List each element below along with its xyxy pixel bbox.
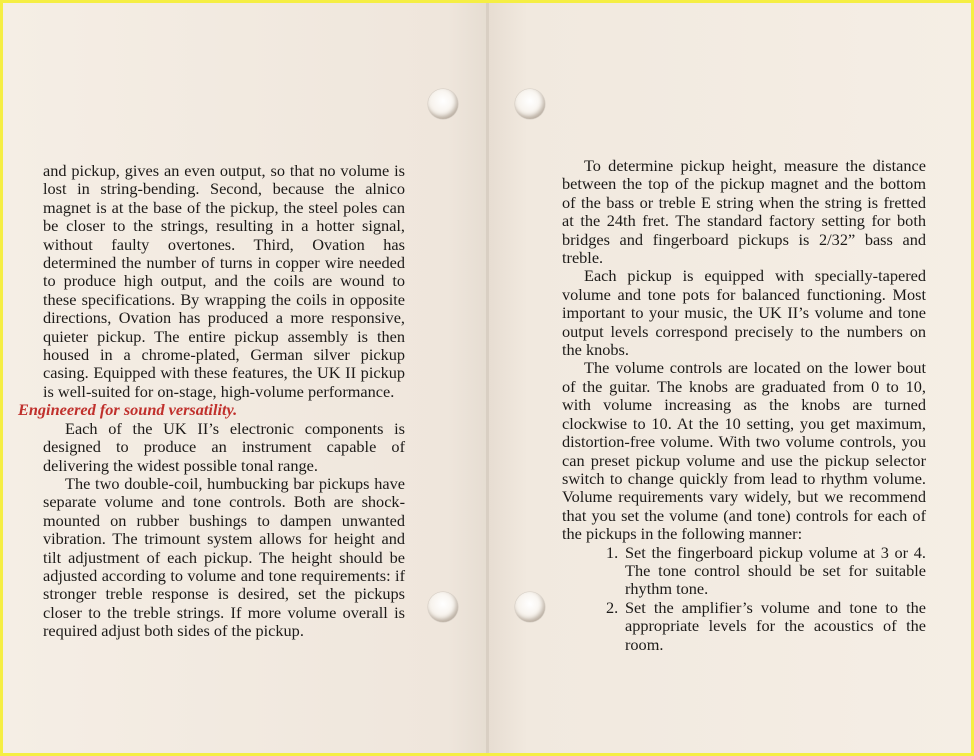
left-page-text (18, 161, 405, 641)
binder-hole-right-bottom (515, 592, 545, 622)
left-paragraph-1: and pickup, gives an even output, so that no volume is lost in string-bending. Second, because the alnico magnet is at the base of the pickup, the steel poles can be closer to the strings, resulting in a hotter signal, without faulty overtones. Third, Ovation has determined the number of turns in copper wire needed to produce high output, and the coils are wound to these specifications. By wrapping the coils in opposite directions, Ovation has produced a more responsive, quieter pickup. The entire pickup assembly is then housed in a chrome-plated, German silver pickup casing. Equipped with these features, the UK II pickup is well-suited for on-stage, high-volume performance. (43, 161, 405, 401)
list-item (562, 544, 926, 599)
step-text: Set the fingerboard pickup volume at 3 or 4. The tone control should be set for suitable rhythm tone. (625, 542, 926, 599)
right-paragraph-2: Each pickup is equipped with specially-tapered volume and tone pots for balanced functioning. Most important to your music, the UK II’s volume and tone output levels correspond precisely to the numbers on the knobs. (562, 266, 926, 360)
binder-hole-right-top (515, 89, 545, 119)
right-paragraph-3: The volume controls are located on the lower bout of the guitar. The knobs are graduated from 0 to 10, with volume increasing as the knobs are turned clockwise to 10. At the 10 setting, you get maximum, distortion-free volume. With two volume controls, you can preset pickup volume and use the pickup selector switch to change quickly from lead to rhythm volume. Volume requirements vary widely, but we recommend that you set the volume (and tone) controls for each of the pickups in the following manner: (562, 358, 926, 544)
binder-hole-left-bottom (428, 592, 458, 622)
right-page-text (562, 157, 926, 654)
section-heading: Engineered for sound versatility. (18, 400, 238, 420)
list-item (562, 599, 926, 654)
binder-hole-left-top (428, 89, 458, 119)
left-paragraph-3: The two double-coil, humbucking bar pickups have separate volume and tone controls. Both are shock-mounted on rubber bushings to dampen unwanted vibration. The trimount system allows for height and tilt adjustment of each pickup. The height should be adjusted according to volume and tone requirements: if stronger treble response is desired, set the pickups closer to the treble strings. If more volume overall is required adjust both sides of the pickup. (43, 473, 405, 641)
step-number: 2. (606, 597, 619, 617)
step-text: Set the amplifier’s volume and tone to the appropriate levels for the acoustics of the room. (625, 597, 926, 654)
setup-steps-list (562, 544, 926, 654)
step-number: 1. (606, 542, 619, 562)
left-paragraph-2: Each of the UK II’s electronic components is designed to produce an instrument capable of delivering the widest possible tonal range. (43, 418, 405, 475)
right-paragraph-1: To determine pickup height, measure the distance between the top of the pickup magnet and the bottom of the bass or treble E string when the string is fretted at the 24th fret. The standard factory setting for both bridges and fingerboard pickups is 2/32” bass and treble. (562, 156, 926, 268)
